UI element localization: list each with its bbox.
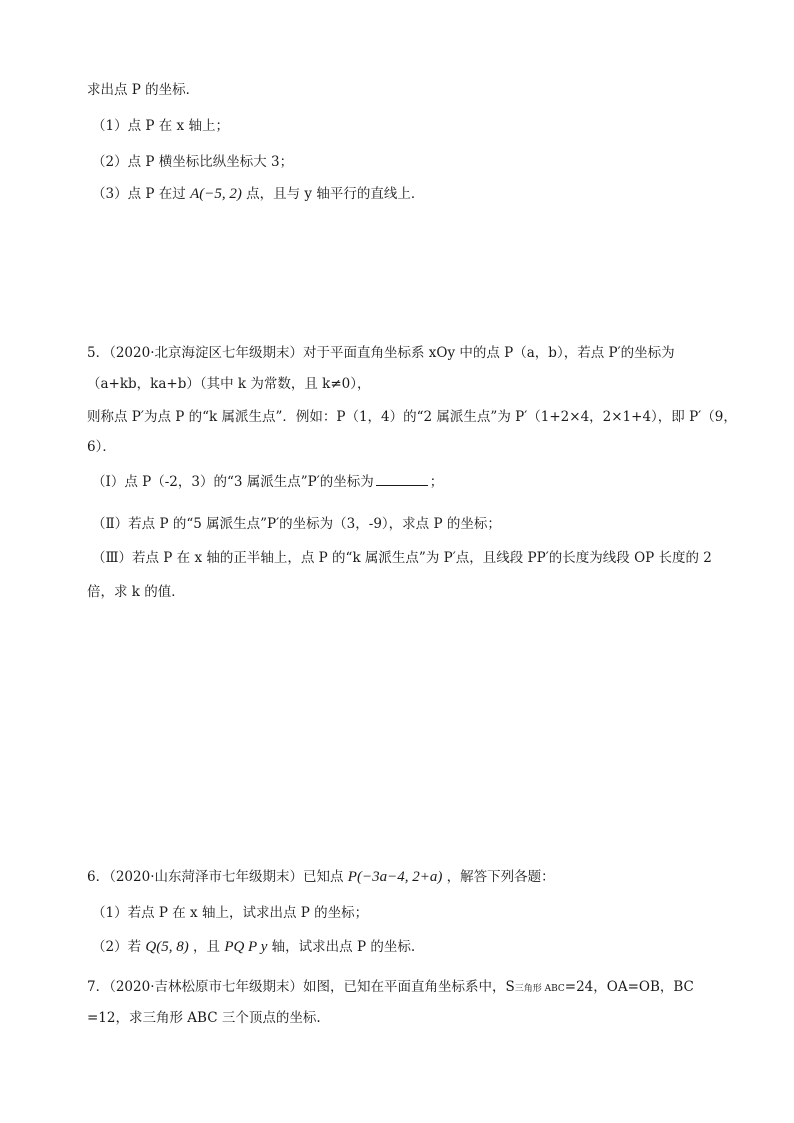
q5-sub1-post: ； [429,474,444,490]
q4-intro: 求出点 P 的坐标． [87,82,200,98]
q6-point-q: Q(5, 8) [145,939,189,955]
q4-sub2: （2）点 P 横坐标比纵坐标大 3； [92,154,294,170]
q6-sub2-post: 轴，试求出点 P 的坐标. [271,939,416,955]
q4-sub3-pre: （3）点 P 在过 [92,186,186,202]
q5-sub1-pre: （Ⅰ）点 P（-2，3）的“3 属派生点”P′的坐标为 [92,474,374,490]
q7-line1 [87,977,694,999]
q6-sub2-pre: （2）若 [92,939,142,955]
q6-point-p: P(−3a−4, 2+a) [347,869,443,885]
q7-line1-post: =24，OA=OB，BC [564,979,694,995]
q4-sub3-post: 点，且与 y 轴平行的直线上． [246,186,425,202]
q6-line1-pre: 6．（2020·山东菏泽市七年级期末）已知点 [87,869,344,885]
q5-line1: 5．（2020·北京海淀区七年级期末）对于平面直角坐标系 xOy 中的点 P（a，b），若点 P′的坐标为 [87,345,675,361]
q6-line1 [87,867,555,887]
q6-sub2-mid: ，且 [193,939,221,955]
q4-sub3 [92,184,424,204]
q4-sub1: （1）点 P 在 x 轴上； [92,118,229,134]
q5-sub3-line1: （Ⅲ）若点 P 在 x 轴的正半轴上，点 P 的“k 属派生点”为 P′点，且线段 PP′的长度为线段 OP 长度的 2 [92,550,712,566]
q4-point-a: A(−5, 2) [190,186,242,202]
q5-line4: 6）． [87,439,116,455]
q5-sub1 [92,471,443,492]
q5-sub2: （Ⅱ）若点 P 的“5 属派生点”P′的坐标为（3，-9），求点 P 的坐标； [92,516,501,532]
q5-line3: 则称点 P′为点 P 的“k 属派生点”．例如：P（1，4）的“2 属派生点”为 P′（1+2×4，2×1+4），即 P′（9， [87,409,737,425]
q6-line1-post: ，解答下列各题： [446,869,555,885]
q5-sub3-line2: 倍，求 k 的值． [87,584,185,600]
q7-line2: =12，求三角形 ABC 三个顶点的坐标. [87,1010,321,1026]
q5-line2: （a+kb，ka+b）（其中 k 为常数，且 k≠0）， [87,376,371,392]
answer-blank[interactable] [376,471,428,486]
q7-line1-pre: 7．（2020·吉林松原市七年级期末）如图，已知在平面直角坐标系中，S [87,979,515,995]
q6-sub2 [92,937,415,957]
q6-sub1: （1）若点 P 在 x 轴上，试求出点 P 的坐标； [92,905,369,921]
q7-area-subscript: 三角形 ABC [514,984,565,994]
q6-parallel-expr: PQ P y [224,939,268,955]
